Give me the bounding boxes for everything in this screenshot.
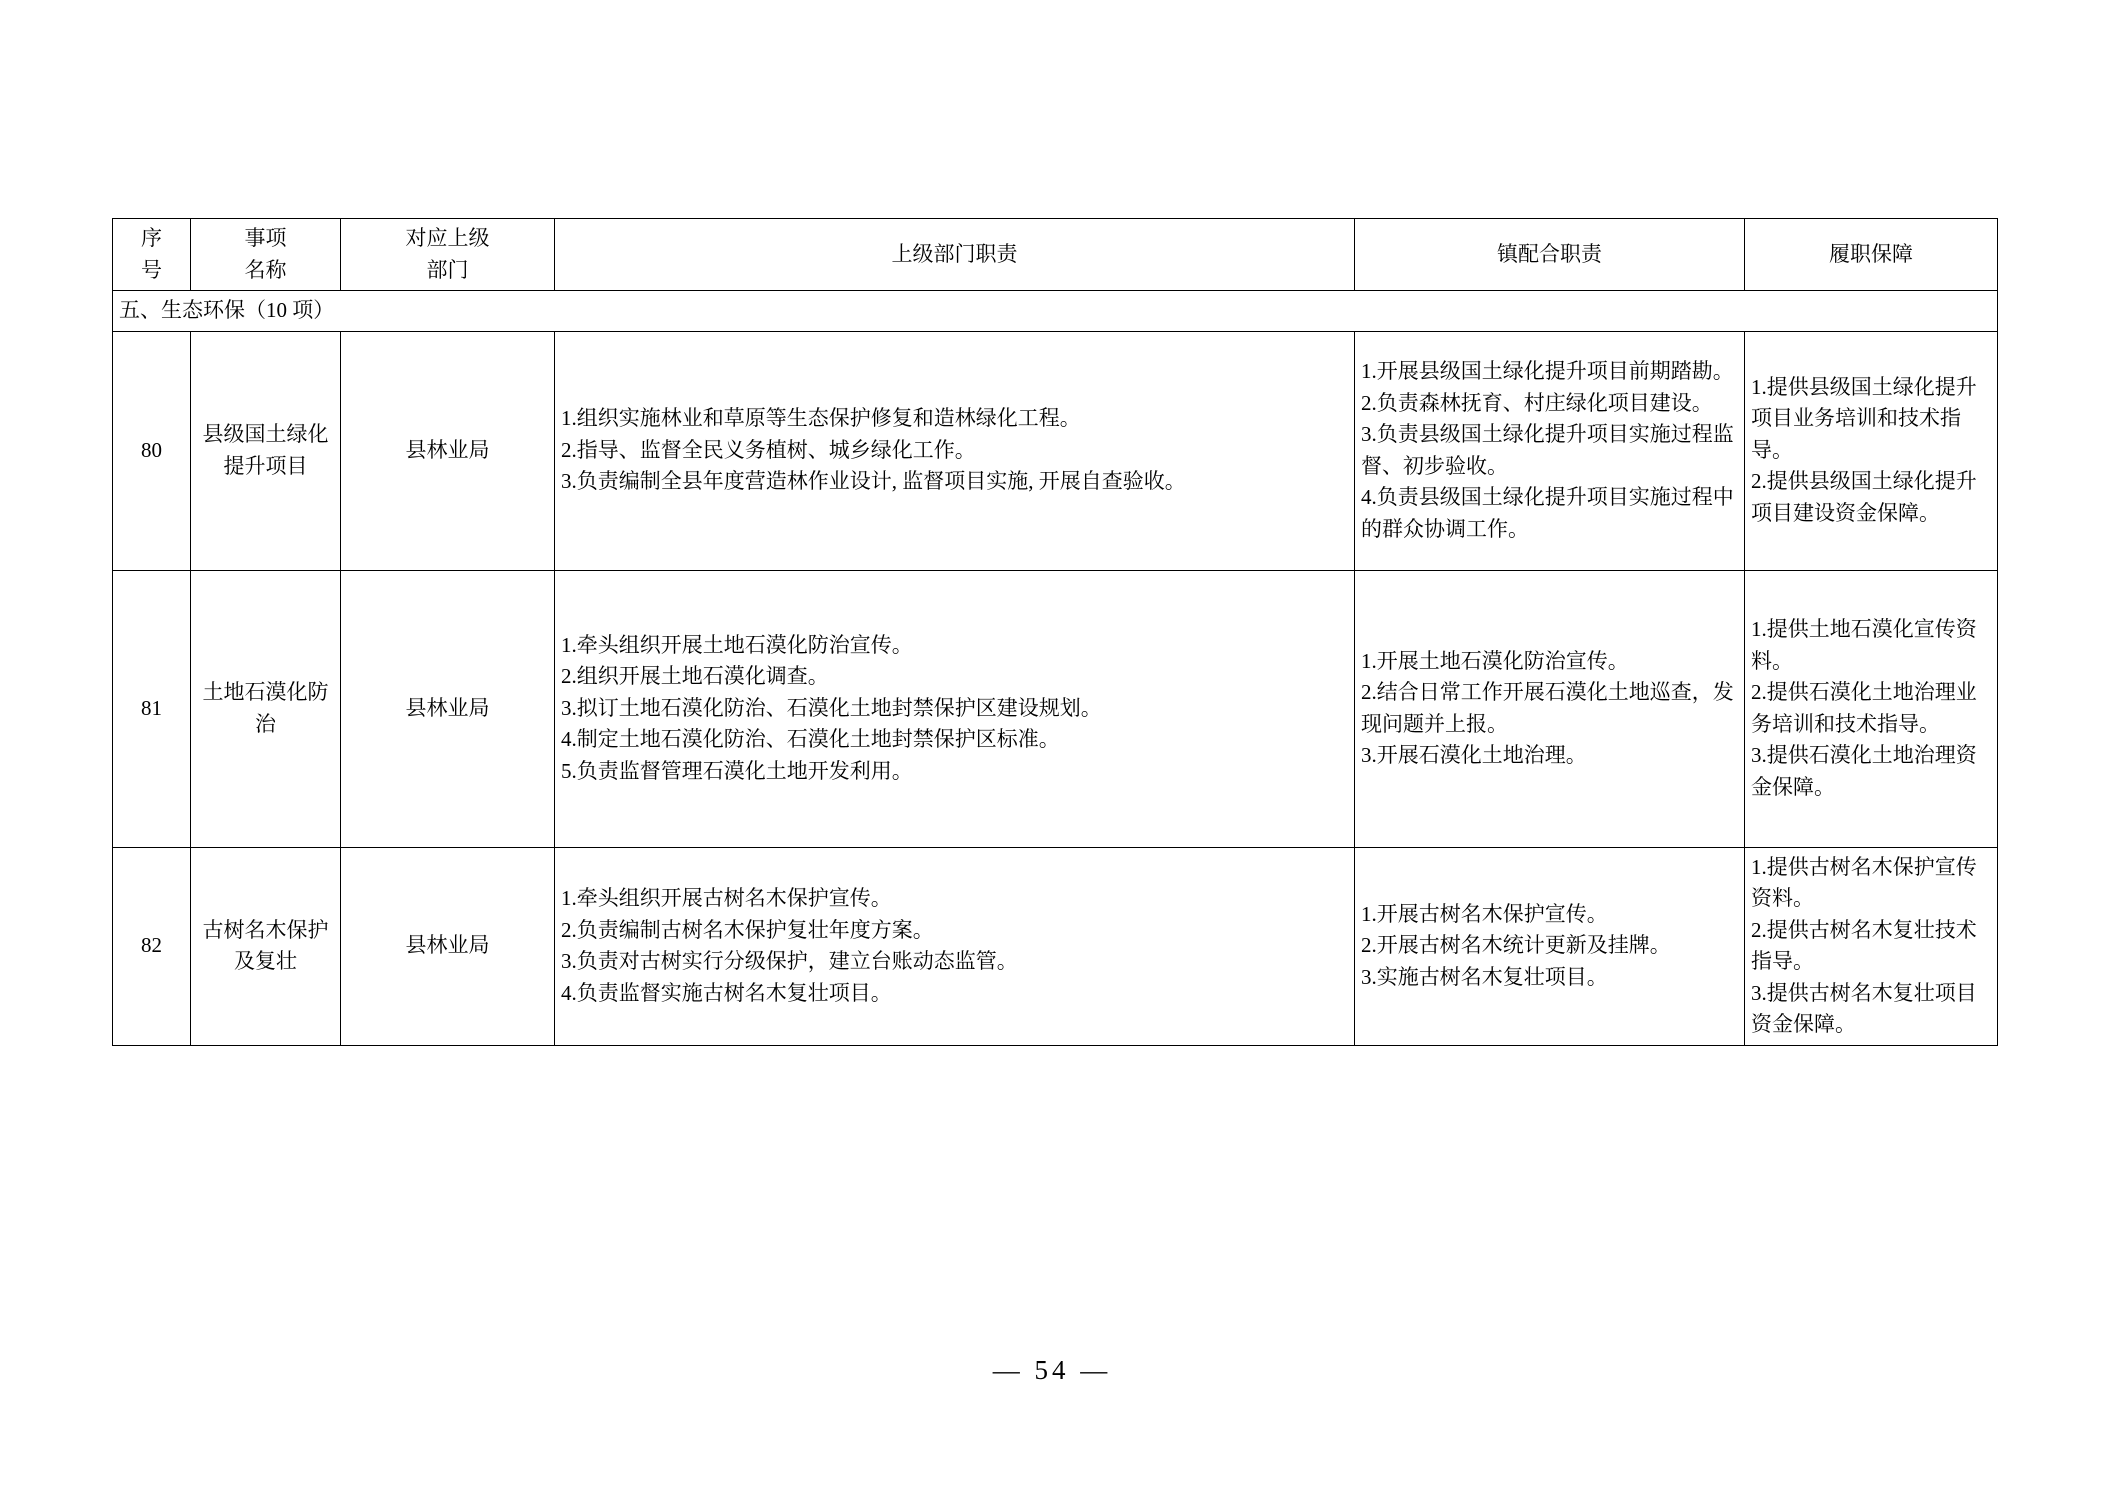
section-title: 五、生态环保（10 项） <box>113 291 1998 332</box>
column-header-name-line2: 名称 <box>244 257 287 282</box>
duty-list <box>561 883 1348 1009</box>
duty-item: 2.负责编制古树名木保护复壮年度方案。 <box>561 917 934 942</box>
town-duty-item: 2.结合日常工作开展石漠化土地巡查，发现问题并上报。 <box>1361 680 1734 736</box>
column-header-seq-line2: 号 <box>141 257 162 282</box>
column-header-name <box>191 219 341 291</box>
row-upper-department: 县林业局 <box>341 331 555 570</box>
column-header-dept <box>341 219 555 291</box>
town-duty-item: 1.开展古树名木保护宣传。 <box>1361 901 1608 926</box>
town-duty-item: 3.开展石漠化土地治理。 <box>1361 743 1587 767</box>
row-item-name: 县级国土绿化提升项目 <box>191 331 341 570</box>
duty-item: 1.组织实施林业和草原等生态保护修复和造林绿化工程。 <box>561 406 1081 431</box>
town-duty-item: 3.负责县级国土绿化提升项目实施过程监督、初步验收。 <box>1361 422 1734 478</box>
town-duty-list <box>1361 899 1738 994</box>
row-town-duties <box>1355 331 1745 570</box>
row-safeguard <box>1745 570 1998 847</box>
table-header <box>113 219 1998 291</box>
duty-item: 3.拟订土地石漠化防治、石漠化土地封禁保护区建设规划。 <box>561 695 1102 720</box>
section-title-row <box>113 291 1998 332</box>
town-duty-item: 4.负责县级国土绿化提升项目实施过程中的群众协调工作。 <box>1361 485 1734 541</box>
row-sequence: 80 <box>113 331 191 570</box>
row-sequence: 81 <box>113 570 191 847</box>
duty-item: 2.组织开展土地石漠化调查。 <box>561 664 829 689</box>
row-safeguard <box>1745 847 1998 1045</box>
duty-item: 1.牵头组织开展土地石漠化防治宣传。 <box>561 632 913 657</box>
safeguard-item: 1.提供土地石漠化宣传资料。 <box>1751 617 1977 673</box>
column-header-town-duty: 镇配合职责 <box>1355 219 1745 291</box>
duty-list <box>561 403 1348 498</box>
safeguard-item: 2.提供县级国土绿化提升项目建设资金保障。 <box>1751 469 1977 525</box>
table-row <box>113 570 1998 847</box>
duty-item: 5.负责监督管理石漠化土地开发利用。 <box>561 758 913 783</box>
column-header-dept-line2: 部门 <box>426 257 469 282</box>
column-header-seq-line1: 序 <box>141 226 162 250</box>
safeguard-item: 1.提供古树名木保护宣传资料。 <box>1751 854 1977 910</box>
table-row <box>113 331 1998 570</box>
row-item-name: 土地石漠化防治 <box>191 570 341 847</box>
safeguard-item: 3.提供古树名木复壮项目资金保障。 <box>1751 980 1977 1036</box>
table-body <box>113 291 1998 1046</box>
safeguard-item: 3.提供石漠化土地治理资金保障。 <box>1751 743 1977 799</box>
safeguard-item: 2.提供古树名木复壮技术指导。 <box>1751 917 1977 973</box>
town-duty-list <box>1361 356 1738 545</box>
column-header-dept-line1: 对应上级 <box>405 226 490 250</box>
column-header-safeguard: 履职保障 <box>1745 219 1998 291</box>
duty-item: 3.负责编制全县年度营造林作业设计, 监督项目实施, 开展自查验收。 <box>561 469 1186 494</box>
responsibility-table-container <box>112 218 1997 1046</box>
town-duty-list <box>1361 646 1738 772</box>
duty-item: 3.负责对古树实行分级保护，建立台账动态监管。 <box>561 949 1018 973</box>
duty-item: 1.牵头组织开展古树名木保护宣传。 <box>561 886 892 910</box>
town-duty-item: 1.开展县级国土绿化提升项目前期踏勘。 <box>1361 359 1734 383</box>
safeguard-list <box>1751 372 1991 530</box>
column-header-duty: 上级部门职责 <box>555 219 1355 291</box>
responsibility-table <box>112 218 1998 1046</box>
duty-item: 4.负责监督实施古树名木复壮项目。 <box>561 980 892 1005</box>
safeguard-list <box>1751 852 1991 1041</box>
row-safeguard <box>1745 331 1998 570</box>
table-header-row <box>113 219 1998 291</box>
town-duty-item: 2.负责森林抚育、村庄绿化项目建设。 <box>1361 390 1713 415</box>
town-duty-item: 2.开展古树名木统计更新及挂牌。 <box>1361 933 1671 958</box>
row-item-name: 古树名木保护及复壮 <box>191 847 341 1045</box>
column-header-name-line1: 事项 <box>244 226 287 250</box>
row-sequence: 82 <box>113 847 191 1045</box>
duty-list <box>561 630 1348 788</box>
row-town-duties <box>1355 847 1745 1045</box>
row-town-duties <box>1355 570 1745 847</box>
row-upper-duties <box>555 331 1355 570</box>
row-upper-duties <box>555 570 1355 847</box>
safeguard-item: 2.提供石漠化土地治理业务培训和技术指导。 <box>1751 680 1977 736</box>
row-upper-duties <box>555 847 1355 1045</box>
town-duty-item: 3.实施古树名木复壮项目。 <box>1361 964 1608 989</box>
row-upper-department: 县林业局 <box>341 847 555 1045</box>
row-upper-department: 县林业局 <box>341 570 555 847</box>
safeguard-item: 1.提供县级国土绿化提升项目业务培训和技术指导。 <box>1751 374 1977 462</box>
page-number: — 54 — <box>992 1355 1112 1385</box>
town-duty-item: 1.开展土地石漠化防治宣传。 <box>1361 648 1629 673</box>
duty-item: 2.指导、监督全民义务植树、城乡绿化工作。 <box>561 437 976 462</box>
column-header-seq <box>113 219 191 291</box>
table-row <box>113 847 1998 1045</box>
safeguard-list <box>1751 614 1991 803</box>
duty-item: 4.制定土地石漠化防治、石漠化土地封禁保护区标准。 <box>561 727 1060 752</box>
